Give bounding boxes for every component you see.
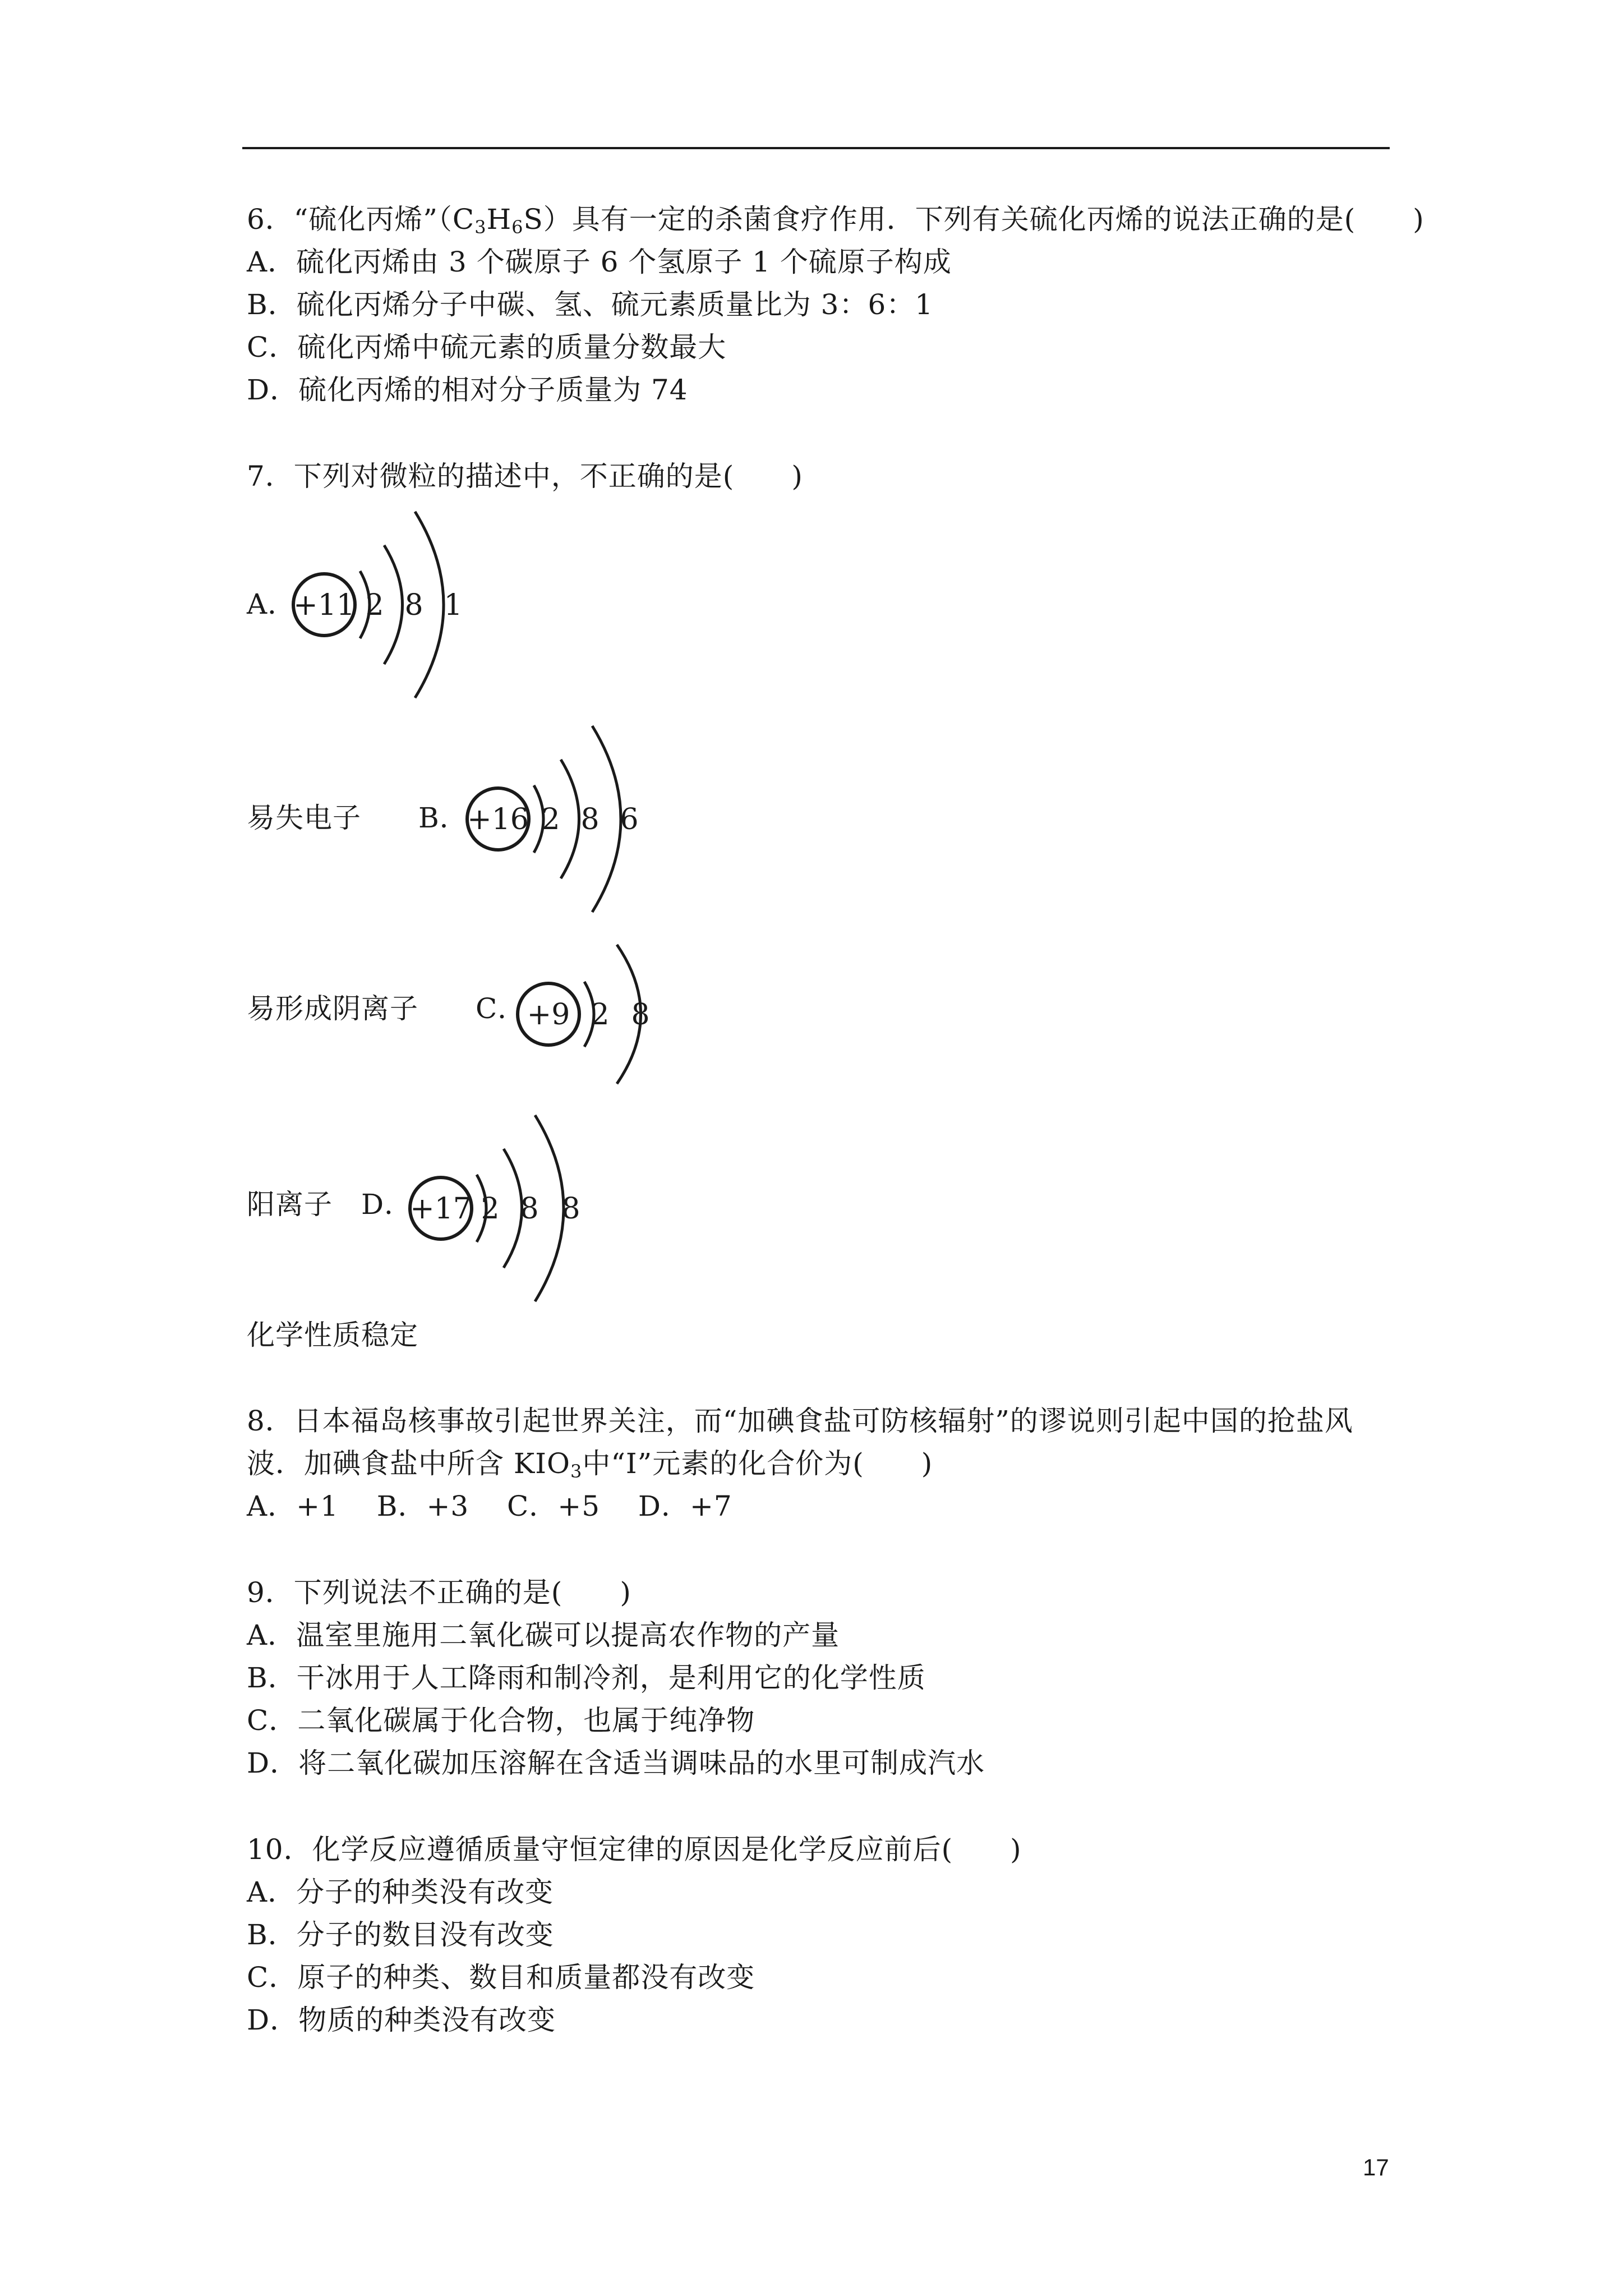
svg-text:1: 1 <box>444 588 463 622</box>
atom-diagram-chlorine <box>403 1108 593 1310</box>
svg-text:6: 6 <box>620 803 639 836</box>
atom-diagram-sulfur <box>460 719 651 921</box>
q10-option-d: D．物质的种类没有改变 <box>247 2004 556 2036</box>
q7-option-a-label: A． <box>247 588 297 620</box>
q6-option-d: D．硫化丙烯的相对分子质量为 74 <box>247 374 688 406</box>
svg-text:2: 2 <box>481 1192 500 1226</box>
q9-option-c: C．二氧化碳属于化合物，也属于纯净物 <box>247 1704 755 1737</box>
svg-text:+9: +9 <box>527 998 570 1032</box>
q7-option-d-text: 阳离子 D． <box>247 1188 413 1221</box>
atom-diagram-sodium <box>286 505 471 707</box>
q7-stem: 7．下列对微粒的描述中，不正确的是( ) <box>247 460 803 493</box>
svg-text:8: 8 <box>631 998 650 1032</box>
svg-text:2: 2 <box>541 803 560 836</box>
q9-option-a: A．温室里施用二氧化碳可以提高农作物的产量 <box>247 1619 840 1651</box>
q10-option-a: A．分子的种类没有改变 <box>247 1876 554 1908</box>
atom-diagram-fluorine <box>510 937 662 1094</box>
q10-stem: 10．化学反应遵循质量守恒定律的原因是化学反应前后( ) <box>247 1833 1022 1866</box>
q10-option-c: C．原子的种类、数目和质量都没有改变 <box>247 1961 755 1994</box>
q6-option-b: B．硫化丙烯分子中碳、氢、硫元素质量比为 3：6：1 <box>247 288 934 321</box>
svg-text:2: 2 <box>365 588 384 622</box>
q6-stem: 6．“硫化丙烯$”(C_3H_6S)$具有一定的杀菌食疗作用．下列有关硫化丙烯的说法正确的是( ) <box>247 203 1424 238</box>
svg-text:8: 8 <box>580 803 600 836</box>
svg-text:+17: +17 <box>410 1192 472 1226</box>
header-rule <box>242 147 1390 149</box>
page-number: 17 <box>1363 2154 1389 2180</box>
svg-text:+16: +16 <box>467 803 529 836</box>
q10-option-b: B．分子的数目没有改变 <box>247 1918 554 1951</box>
q6-option-c: C．硫化丙烯中硫元素的质量分数最大 <box>247 331 727 364</box>
q8-stem-line2: 波．加碘食盐中所含 $KIO_3$中“I”元素的化合价为( ) <box>247 1447 933 1482</box>
q9-option-b: B．干冰用于人工降雨和制冷剂，是利用它的化学性质 <box>247 1662 926 1694</box>
svg-text:8: 8 <box>561 1192 580 1226</box>
svg-text:2: 2 <box>591 998 610 1032</box>
q6-option-a: A．硫化丙烯由 3 个碳原子 6 个氢原子 1 个硫原子构成 <box>247 246 952 278</box>
svg-text:8: 8 <box>520 1192 539 1226</box>
q9-stem: 9．下列说法不正确的是( ) <box>247 1576 631 1609</box>
q7-option-d-description: 化学性质稳定 <box>247 1319 418 1351</box>
q7-option-b-text: 易失电子 B． <box>247 802 468 834</box>
q8-options: A．+1 B．+3 C．+5 D．+7 <box>247 1490 732 1522</box>
svg-text:8: 8 <box>404 588 423 622</box>
svg-text:+11: +11 <box>293 588 355 622</box>
q8-stem-line1: 8．日本福岛核事故引起世界关注，而“加碘食盐可防核辐射”的谬说则引起中国的抢盐风 <box>247 1405 1353 1437</box>
q7-option-c-text: 易形成阴离子 C． <box>247 992 527 1025</box>
q9-option-d: D．将二氧化碳加压溶解在含适当调味品的水里可制成汽水 <box>247 1747 985 1779</box>
